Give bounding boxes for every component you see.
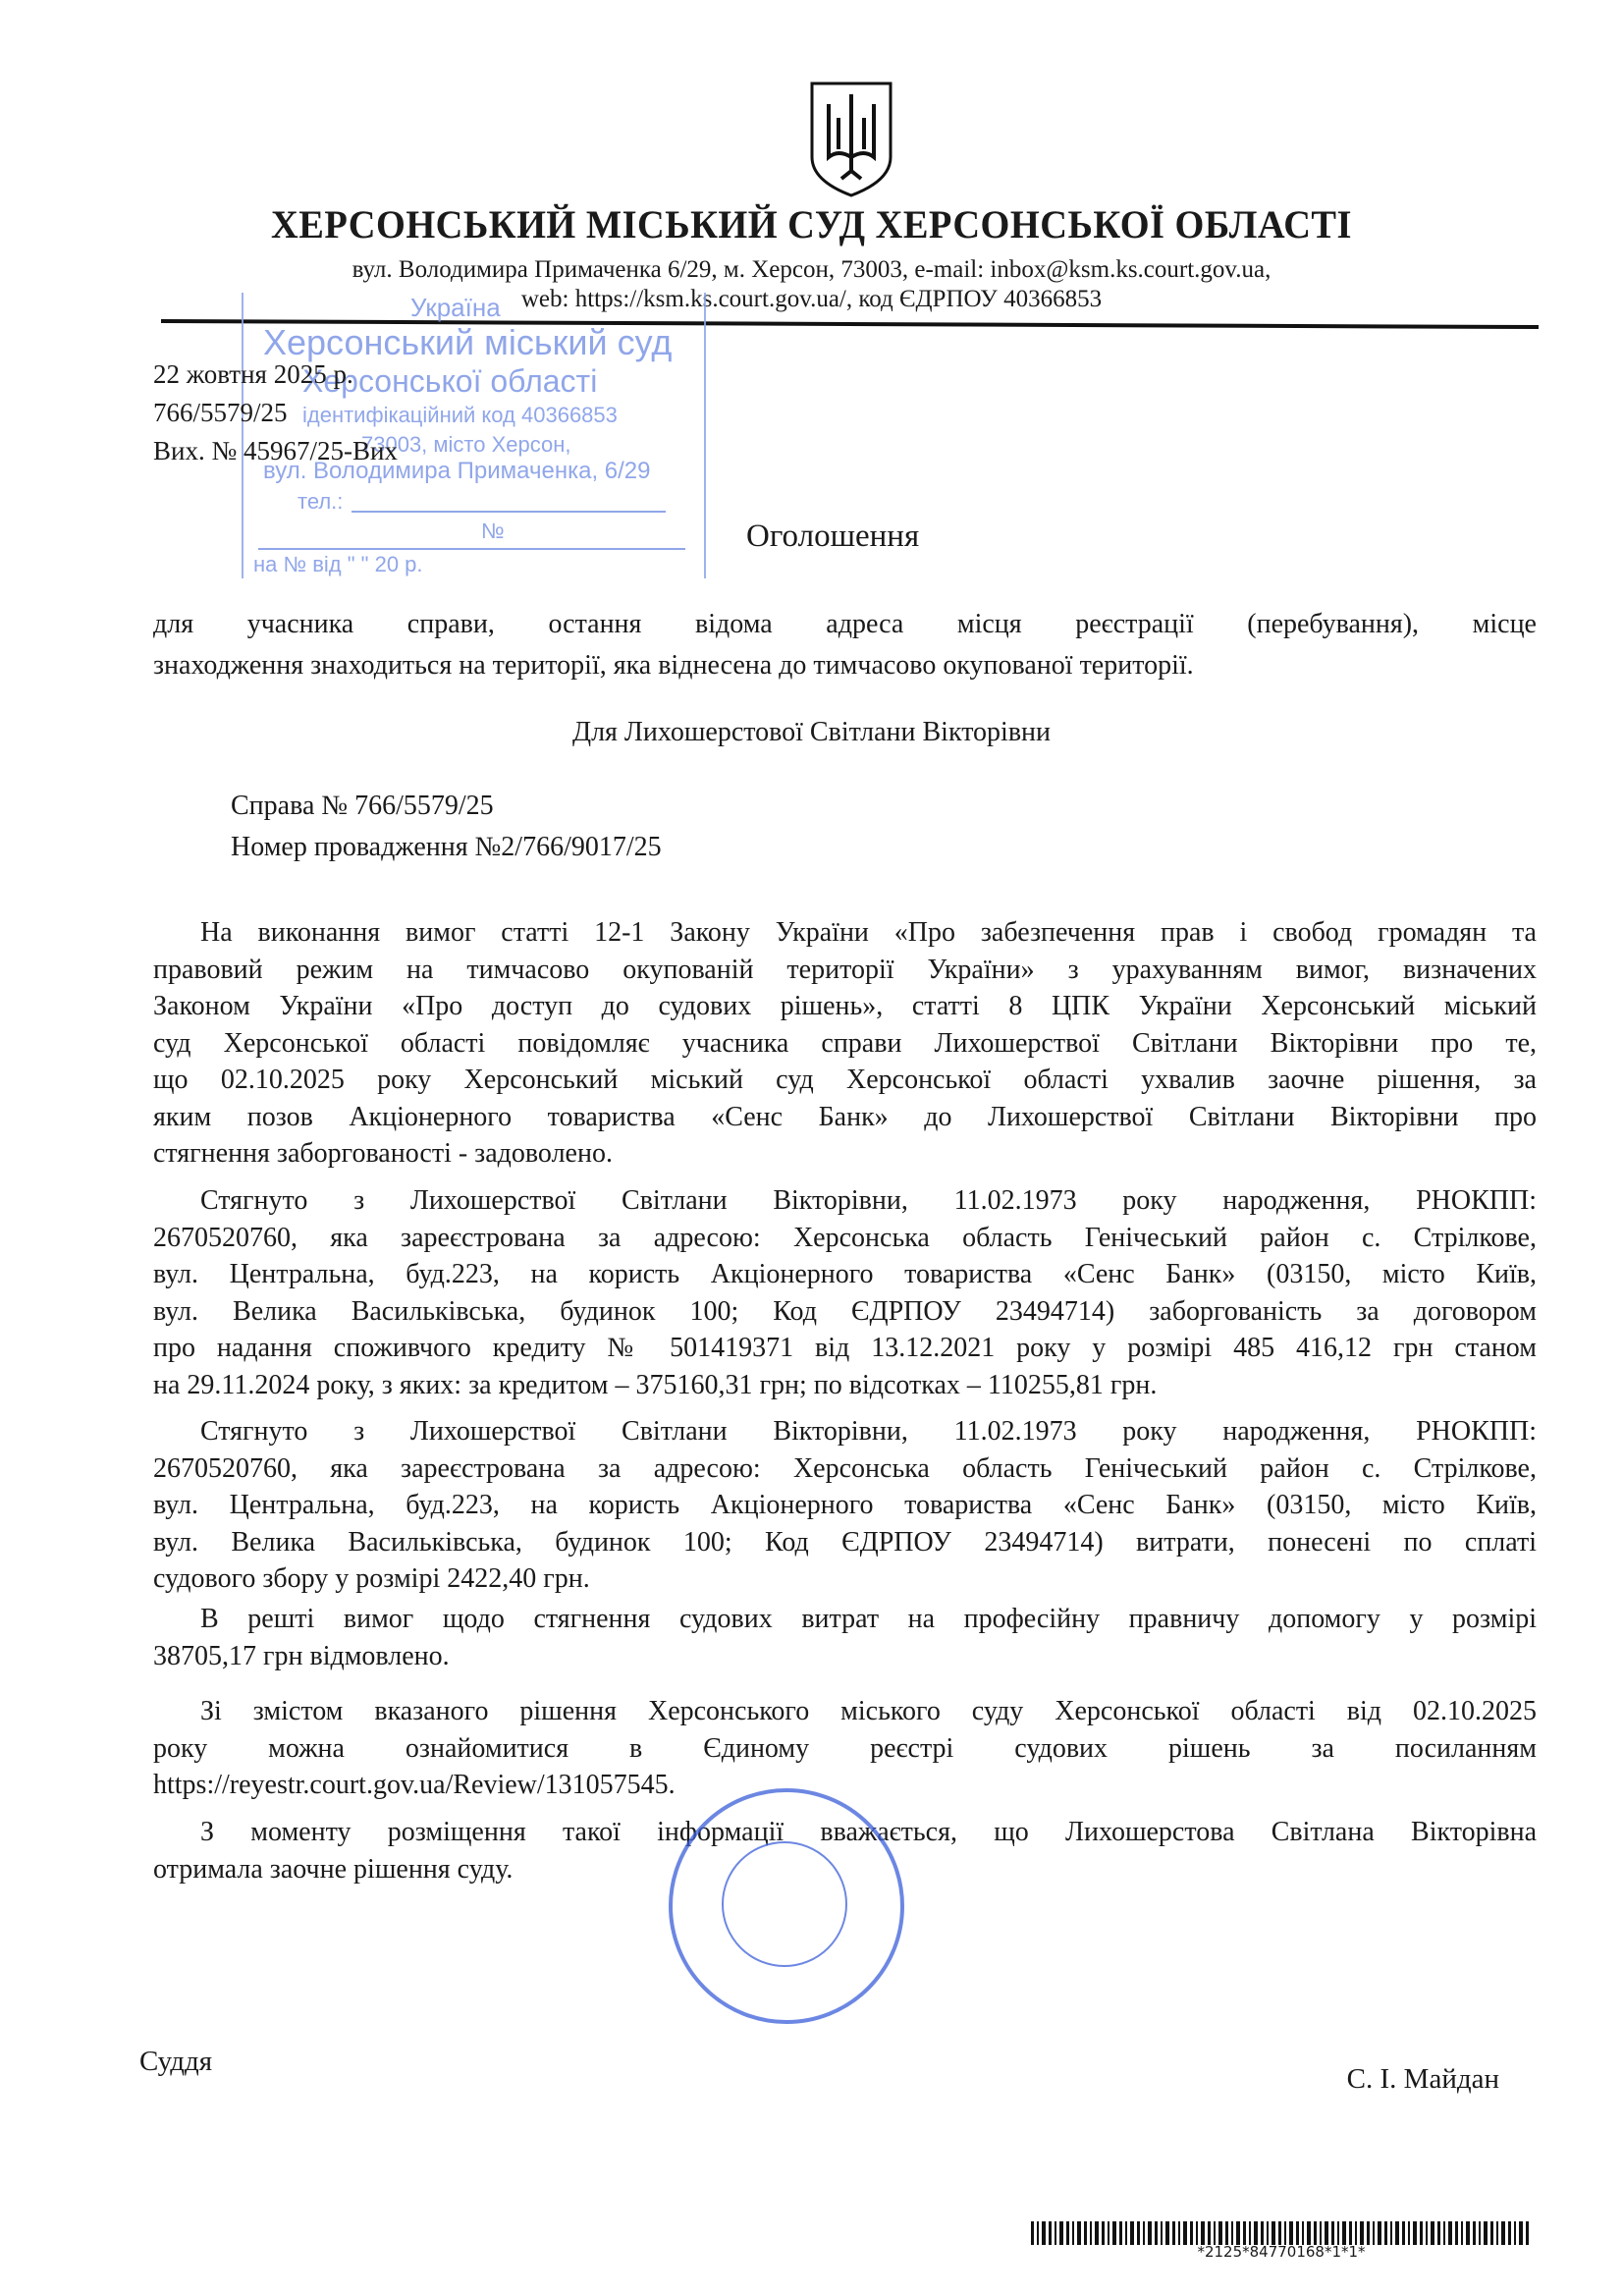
- coat-of-arms-icon: [809, 81, 893, 198]
- outgoing-number: Вих. № 45967/25-Вих: [153, 436, 398, 465]
- body-line: вул. Велика Васильківська, будинок 100; Код ЄДРПОУ 23494714) витрати, понесені по сплаті: [153, 1526, 1537, 1558]
- case-info: [231, 786, 662, 868]
- stamp-text: на № від " " 20 р.: [253, 552, 423, 576]
- case-line: Справа № 766/5579/25: [231, 791, 494, 821]
- body-line: яким позов Акціонерного товариства «Сенс Банк» до Лихошерствої Світлани Вікторівни про: [153, 1101, 1537, 1132]
- body-line: Стягнуто з Лихошерствої Світлани Вікторівни, 11.02.1973 року народження, РНОКПП:: [200, 1185, 1537, 1216]
- court-name: ХЕРСОНСЬКИЙ МІСЬКИЙ СУД ХЕРСОНСЬКОЇ ОБЛАСТІ: [271, 202, 1352, 246]
- intro-text: [153, 604, 1537, 686]
- intro-line: для учасника справи, остання відома адреса місця реєстрації (перебування), місце: [153, 609, 1537, 639]
- stamp-text: Херсонський міський суд: [263, 322, 673, 362]
- body-line: З моменту розміщення такої інформації вважається, що Лихошерстова Світлана Вікторівна: [200, 1817, 1537, 1847]
- body-line: судового збору у розмірі 2422,40 грн.: [153, 1563, 590, 1594]
- body-line: на 29.11.2024 року, з яких: за кредитом – 375160,31 грн; по відсотках – 110255,81 грн.: [153, 1369, 1158, 1400]
- document-date: 22 жовтня 2025 р.: [153, 359, 353, 389]
- proceeding-line: Номер провадження №2/766/9017/25: [231, 832, 662, 862]
- body-line: про надання споживчого кредиту № 501419371 від 13.12.2021 року у розмірі 485 416,12 грн станом: [153, 1333, 1537, 1363]
- body-line: В решті вимог щодо стягнення судових витрат на професійну правничу допомогу у розмірі: [200, 1604, 1537, 1634]
- stamp-text: Україна: [410, 293, 501, 322]
- stamp-text: ідентифікаційний код 40366853: [302, 403, 618, 427]
- body-line: отримала заочне рішення суду.: [153, 1853, 514, 1885]
- court-seal: [669, 1788, 904, 2024]
- case-number: 766/5579/25: [153, 398, 288, 427]
- body-line: Законом України «Про доступ до судових рішень», статті 8 ЦПК України Херсонський міський: [153, 991, 1537, 1021]
- body-line: 2670520760, яка зареєстрована за адресою: Херсонська область Генічеський район с. Стрілкове,: [153, 1222, 1537, 1253]
- document-meta: [153, 355, 398, 470]
- body-paragraph: [153, 1601, 1537, 1674]
- body-line: Зі змістом вказаного рішення Херсонського міського суду Херсонської області від 02.10.2025: [200, 1696, 1537, 1726]
- body-line: вул. Центральна, буд.223, на користь Акціонерного товариства «Сенс Банк» (03150, місто Київ,: [153, 1259, 1537, 1289]
- body-paragraph: [153, 1693, 1537, 1804]
- body-line: Стягнуто з Лихошерствої Світлани Вікторівни, 11.02.1973 року народження, РНОКПП:: [200, 1416, 1537, 1447]
- addressee: Для Лихошерстової Світлани Вікторівни: [571, 717, 1052, 747]
- body-line: На виконання вимог статті 12-1 Закону України «Про забезпечення прав і свобод громадян та: [200, 917, 1537, 948]
- stamp-text: 73003, місто Херсон,: [361, 432, 571, 457]
- stamp-text: №: [481, 519, 505, 543]
- stamp-text: тел.:: [298, 489, 344, 514]
- document-heading: Оголошення: [746, 519, 920, 554]
- body-line: вул. Центральна, буд.223, на користь Акціонерного товариства «Сенс Банк» (03150, місто Київ,: [153, 1490, 1537, 1520]
- court-web: web: https://ksm.ks.court.gov.ua/, код ЄДРПОУ 40366853: [520, 286, 1103, 312]
- body-line: вул. Велика Васильківська, будинок 100; Код ЄДРПОУ 23494714) заборгованість за договором: [153, 1295, 1537, 1327]
- body-line: стягнення заборгованості - задоволено.: [153, 1138, 613, 1169]
- body-line: 38705,17 грн відмовлено.: [153, 1640, 450, 1671]
- body-paragraph: [153, 1413, 1537, 1598]
- barcode: [1031, 2221, 1532, 2245]
- stamp-text: вул. Володимира Примаченка, 6/29: [263, 458, 651, 484]
- body-line: https://reyestr.court.gov.ua/Review/131057545.: [153, 1770, 676, 1800]
- signature-name: С. І. Майдан: [1346, 2063, 1499, 2095]
- body-paragraph: [153, 1182, 1537, 1403]
- signature-role: Суддя: [139, 2046, 213, 2077]
- body-line: суд Херсонської області повідомляє учасника справи Лихошерствої Світлани Вікторівни про те,: [153, 1027, 1537, 1059]
- body-paragraph: [153, 914, 1537, 1173]
- barcode-text: *2125*84770168*1*1*: [1197, 2243, 1366, 2261]
- body-line: 2670520760, яка зареєстрована за адресою: Херсонська область Генічеський район с. Стрілкове,: [153, 1452, 1537, 1484]
- court-address: вул. Володимира Примаченка 6/29, м. Херсон, 73003, e-mail: inbox@ksm.ks.court.gov.ua,: [352, 256, 1271, 283]
- intro-line: знаходження знаходиться на території, яка віднесена до тимчасово окупованої території.: [153, 650, 1194, 681]
- body-line: що 02.10.2025 року Херсонський міський суд Херсонської області ухвалив заочне рішення, за: [153, 1065, 1537, 1095]
- stamp-text: Херсонської області: [302, 363, 598, 399]
- body-line: правовий режим на тимчасово окупованій території України» з урахуванням вимог, визначених: [153, 954, 1537, 985]
- body-line: року можна ознайомитися в Єдиному реєстрі судових рішень за посиланням: [153, 1732, 1537, 1764]
